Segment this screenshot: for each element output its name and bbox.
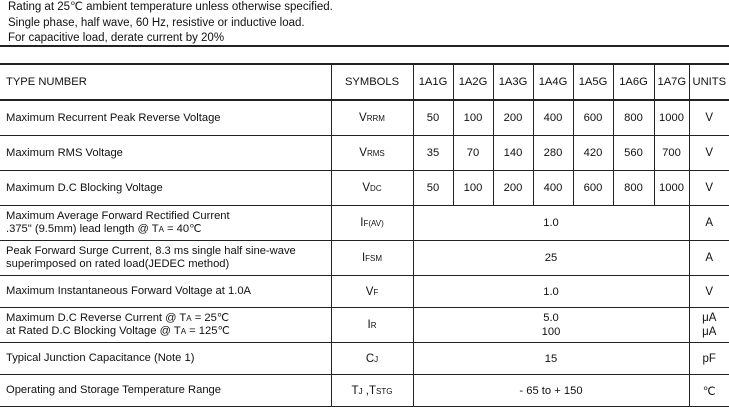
table-row (0, 276, 729, 308)
unit-cell: A (689, 206, 729, 241)
value-cell: 1.0 (413, 276, 689, 308)
param-label: Operating and Storage Temperature Range (0, 375, 331, 407)
unit-cell: V (689, 276, 729, 308)
param-label: Typical Junction Capacitance (Note 1) (0, 343, 331, 375)
header-part: 1A5G (573, 64, 613, 100)
rating-notes (8, 0, 333, 47)
unit-cell: A (689, 241, 729, 276)
symbol-cell: VF (331, 276, 413, 308)
table-row (0, 241, 729, 276)
value-cell: 1.0 (413, 206, 689, 241)
value-cell: 100 (453, 171, 493, 206)
table-row (0, 308, 729, 343)
value-cell: 15 (413, 343, 689, 375)
divider-line (0, 45, 729, 47)
symbol-cell: VRMS (331, 136, 413, 171)
param-label: Maximum Recurrent Peak Reverse Voltage (0, 100, 331, 136)
value-cell: 200 (493, 100, 533, 136)
value-cell: 280 (533, 136, 573, 171)
symbol-cell: TJ ,TSTG (331, 375, 413, 407)
note-line: Rating at 25℃ ambient temperature unless otherwise specified. (8, 1, 333, 13)
header-part: 1A4G (533, 64, 573, 100)
unit-cell: V (689, 136, 729, 171)
symbol-cell: IF(AV) (331, 206, 413, 241)
symbol-cell: VDC (331, 171, 413, 206)
symbol-cell: VRRM (331, 100, 413, 136)
ratings-table (0, 63, 729, 407)
param-label: Maximum D.C Blocking Voltage (0, 171, 331, 206)
header-type-number: TYPE NUMBER (0, 64, 331, 100)
value-cell: 800 (613, 100, 654, 136)
header-part: 1A1G (413, 64, 453, 100)
value-cell: 700 (654, 136, 689, 171)
value-cell: 400 (533, 100, 573, 136)
value-cell: 200 (493, 171, 533, 206)
param-label: Maximum D.C Reverse Current @ TA = 25℃ at Rated D.C Blocking Voltage @ TA = 125℃ (0, 308, 331, 343)
param-label: Maximum Average Forward Rectified Current .375" (9.5mm) lead length @ TA = 40℃ (0, 206, 331, 241)
unit-cell: ℃ (689, 375, 729, 407)
value-cell: 140 (493, 136, 533, 171)
value-cell: 100 (453, 100, 493, 136)
symbol-cell: IR (331, 308, 413, 343)
header-part: 1A7G (654, 64, 689, 100)
value-cell: 5.0 100 (413, 308, 689, 343)
value-cell: 600 (573, 100, 613, 136)
value-cell: 420 (573, 136, 613, 171)
header-symbols: SYMBOLS (331, 64, 413, 100)
value-cell: - 65 to + 150 (413, 375, 689, 407)
unit-cell: V (689, 100, 729, 136)
value-cell: 1000 (654, 171, 689, 206)
symbol-cell: IFSM (331, 241, 413, 276)
value-cell: 400 (533, 171, 573, 206)
value-cell: 50 (413, 100, 453, 136)
header-part: 1A3G (493, 64, 533, 100)
param-label: Maximum Instantaneous Forward Voltage at 1.0A (0, 276, 331, 308)
table-row (0, 136, 729, 171)
unit-cell: μA μA (689, 308, 729, 343)
value-cell: 560 (613, 136, 654, 171)
value-cell: 35 (413, 136, 453, 171)
value-cell: 50 (413, 171, 453, 206)
header-part: 1A6G (613, 64, 654, 100)
header-row (0, 64, 729, 100)
table-row (0, 171, 729, 206)
header-units: UNITS (689, 64, 729, 100)
unit-cell: pF (689, 343, 729, 375)
value-cell: 800 (613, 171, 654, 206)
param-label: Maximum RMS Voltage (0, 136, 331, 171)
note-line: For capacitive load, derate current by 20% (8, 32, 225, 44)
value-cell: 1000 (654, 100, 689, 136)
value-cell: 25 (413, 241, 689, 276)
table-row (0, 343, 729, 375)
symbol-cell: CJ (331, 343, 413, 375)
note-line: Single phase, half wave, 60 Hz, resistive or inductive load. (8, 16, 305, 29)
unit-cell: V (689, 171, 729, 206)
header-part: 1A2G (453, 64, 493, 100)
param-label: Peak Forward Surge Current, 8.3 ms single half sine-wave superimposed on rated load(JEDEC method) (0, 241, 331, 276)
value-cell: 600 (573, 171, 613, 206)
table-row (0, 100, 729, 136)
table-row (0, 206, 729, 241)
table-row (0, 375, 729, 407)
value-cell: 70 (453, 136, 493, 171)
